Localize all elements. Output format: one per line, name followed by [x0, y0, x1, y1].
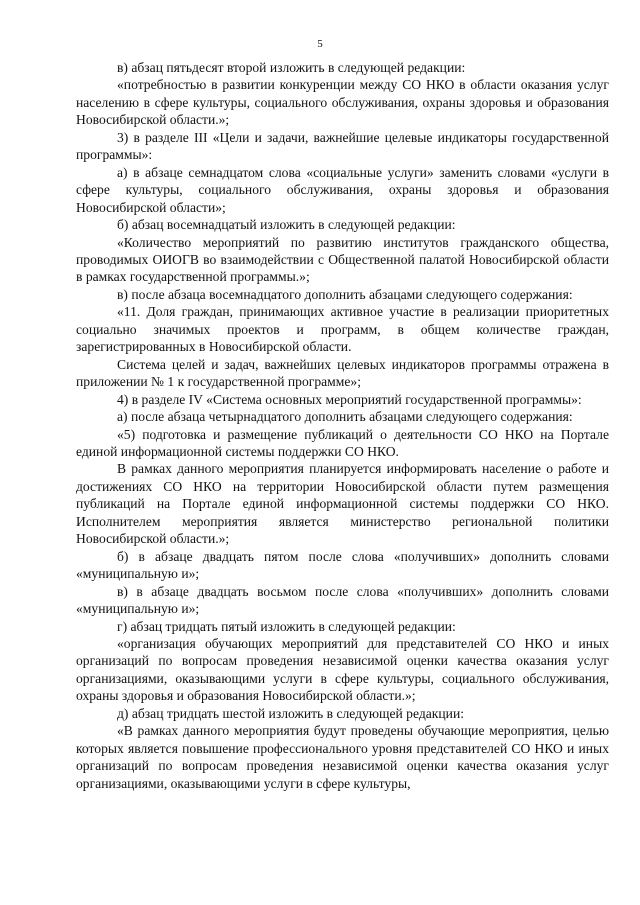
paragraph: б) в абзаце двадцать пятом после слова «получивших» дополнить словами «муниципальную и»;	[76, 548, 609, 582]
paragraph: Система целей и задач, важнейших целевых индикаторов программы отражена в приложении № 1 к государственной программе»;	[76, 356, 609, 390]
paragraph: 3) в разделе III «Цели и задачи, важнейшие целевые индикаторы государственной программы»:	[76, 129, 609, 163]
paragraph: «организация обучающих мероприятий для представителей СО НКО и иных организаций по вопросам проведения независимой оценки качества оказания услуг организациями, оказывающими услуги в сфере культуры, социального обслуживания, охраны здоровья и образования Новосибирской области.»;	[76, 635, 609, 704]
paragraph: 4) в разделе IV «Система основных мероприятий государственной программы»:	[117, 391, 582, 407]
paragraph: а) в абзаце семнадцатом слова «социальные услуги» заменить словами «услуги в сфере культуры, социального обслуживания, охраны здоровья и образования Новосибирской области»;	[76, 164, 609, 215]
paragraph: «11. Доля граждан, принимающих активное участие в реализации приоритетных социально значимых проектов и программ, в общем количестве граждан, зарегистрированных в Новосибирской области.	[76, 304, 609, 355]
paragraph: В рамках данного мероприятия планируется информировать население о работе и достижениях СО НКО на территории Новосибирской области путем размещения публикаций на Портале единой информационной системы поддержки СО НКО. Исполнителем мероприятия является министерство региональной политики Новосибирской области.»;	[76, 461, 609, 547]
paragraph: в) в абзаце двадцать восьмом после слова «получивших» дополнить словами «муниципальную и»;	[76, 583, 609, 617]
paragraph: «5) подготовка и размещение публикаций о деятельности СО НКО на Портале единой информационной системы поддержки СО НКО.	[76, 426, 609, 459]
paragraph: «Количество мероприятий по развитию институтов гражданского общества, проводимых ОИОГВ во взаимодействии с Общественной палатой Новосибирской области в рамках государственной программы.»;	[76, 234, 609, 285]
paragraph: г) абзац тридцать пятый изложить в следующей редакции:	[117, 618, 456, 634]
paragraph: «потребностью в развитии конкуренции между СО НКО в области оказания услуг населению в сфере культуры, социального обслуживания, охраны здоровья и образования Новосибирской области.»;	[76, 77, 609, 128]
paragraph: «В рамках данного мероприятия будут проведены обучающие мероприятия, целью которых является повышение профессионального уровня представителей СО НКО и иных организаций по вопросам проведения независимой оценки качества оказания услуг организациями, оказывающими услуги в сфере культуры,	[76, 723, 609, 791]
paragraph: д) абзац тридцать шестой изложить в следующей редакции:	[117, 705, 464, 721]
paragraph: б) абзац восемнадцатый изложить в следующей редакции:	[117, 217, 456, 233]
paragraph: в) абзац пятьдесят второй изложить в следующей редакции:	[117, 60, 466, 75]
paragraph: в) после абзаца восемнадцатого дополнить абзацами следующего содержания:	[117, 286, 573, 302]
document-body	[76, 59, 609, 792]
paragraph: а) после абзаца четырнадцатого дополнить абзацами следующего содержания:	[117, 409, 573, 425]
page-number: 5	[317, 38, 323, 50]
